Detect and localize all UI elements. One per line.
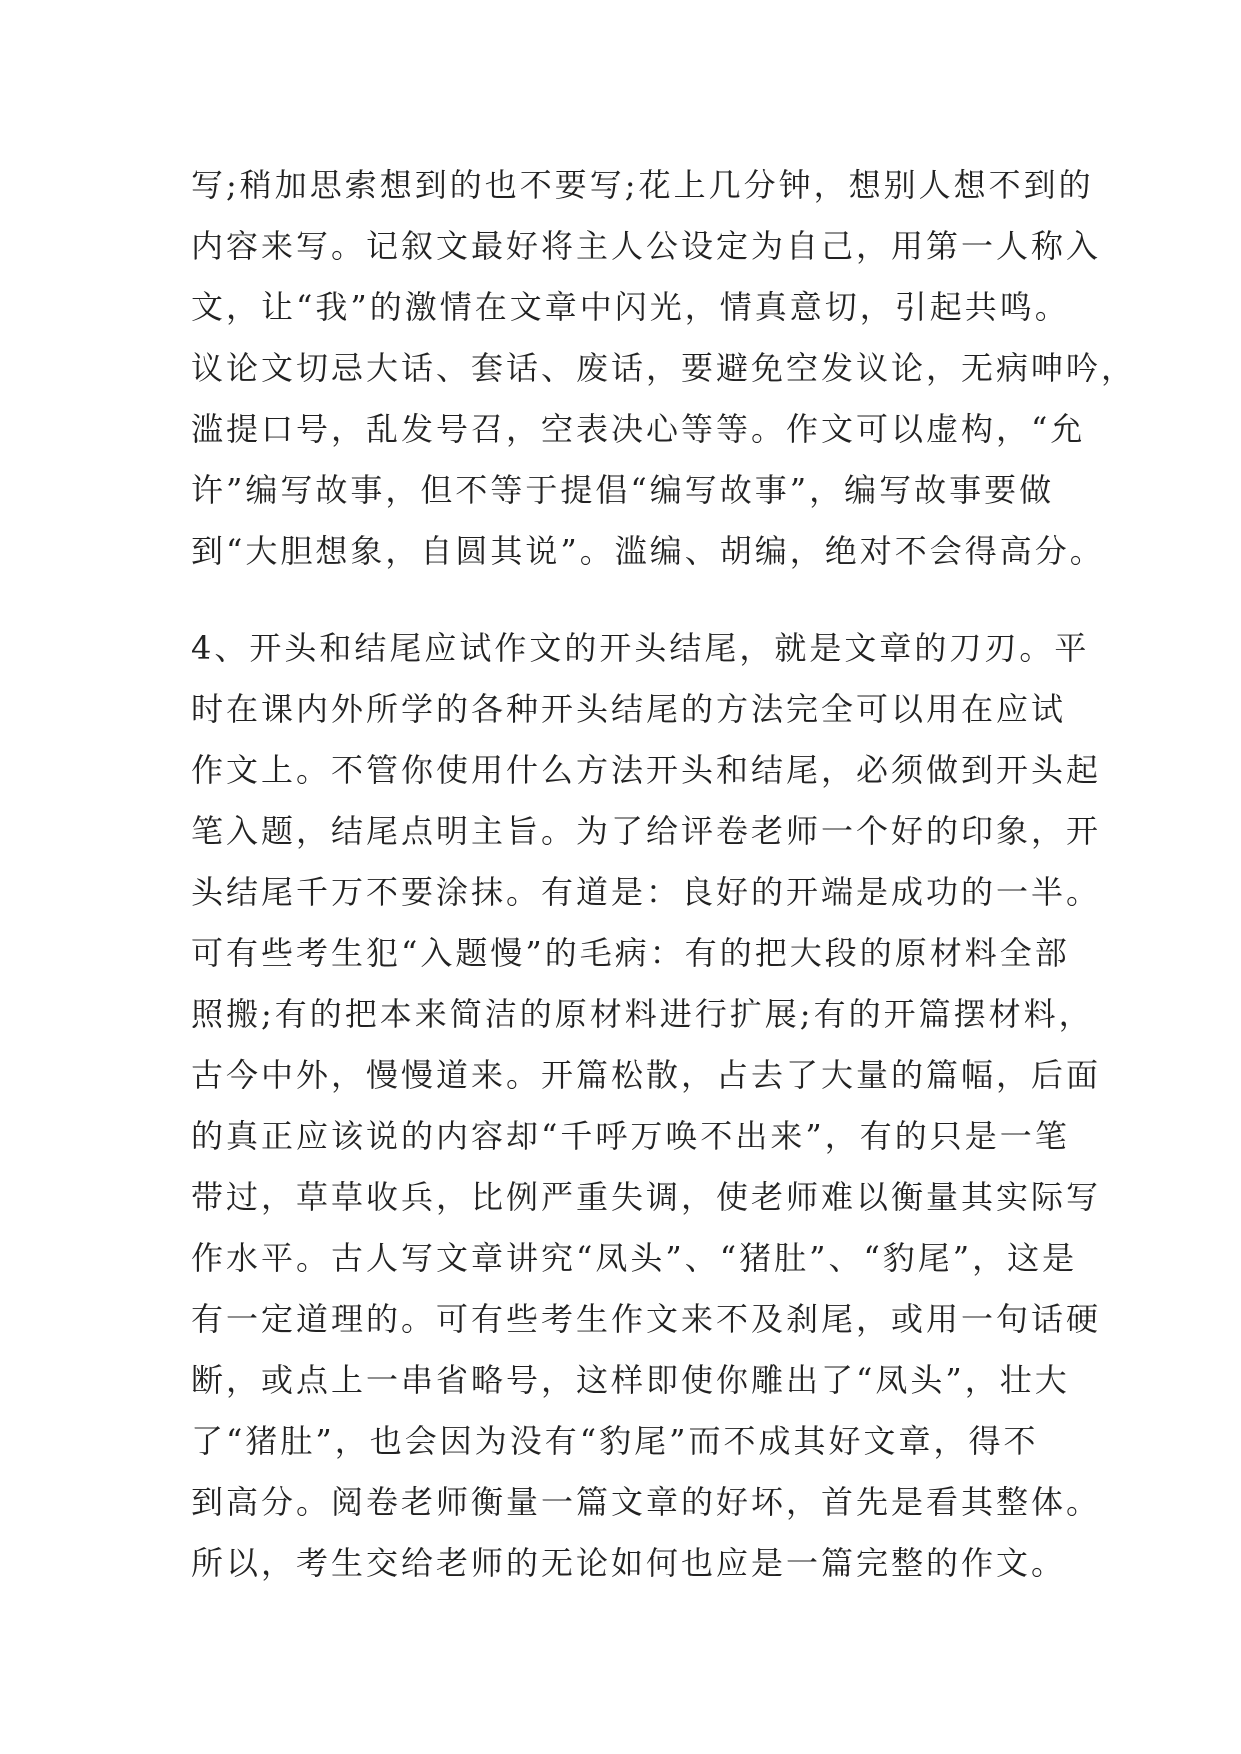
- text-line: 4、开头和结尾应试作文的开头结尾，就是文章的刀刃。平: [191, 629, 1090, 667]
- text-line: 断，或点上一串省略号，这样即使你雕出了“凤头”，壮大: [191, 1361, 1070, 1399]
- paragraph-writing-advice: [191, 155, 1137, 582]
- text-line: 议论文切忌大话、套话、废话，要避免空发议论，无病呻吟，: [191, 349, 1137, 387]
- text-line: 古今中外，慢慢道来。开篇松散，占去了大量的篇幅，后面: [191, 1056, 1102, 1094]
- text-line: 内容来写。记叙文最好将主人公设定为自己，用第一人称入: [191, 227, 1102, 265]
- text-line: 所以，考生交给老师的无论如何也应是一篇完整的作文。: [191, 1544, 1067, 1582]
- text-line: 的真正应该说的内容却“千呼万唤不出来”，有的只是一笔: [191, 1117, 1070, 1155]
- text-line: 有一定道理的。可有些考生作文来不及刹尾，或用一句话硬: [191, 1300, 1102, 1338]
- text-line: 可有些考生犯“入题慢”的毛病：有的把大段的原材料全部: [191, 934, 1070, 972]
- text-line: 许”编写故事，但不等于提倡“编写故事”，编写故事要做: [191, 471, 1055, 509]
- text-line: 照搬;有的把本来简洁的原材料进行扩展;有的开篇摆材料，: [191, 995, 1094, 1033]
- text-line: 到“大胆想象，自圆其说”。滥编、胡编，绝对不会得高分。: [191, 532, 1105, 570]
- text-line: 时在课内外所学的各种开头结尾的方法完全可以用在应试: [191, 690, 1067, 728]
- text-line: 作水平。古人写文章讲究“凤头”、“猪肚”、“豹尾”，这是: [191, 1239, 1078, 1277]
- text-line: 文，让“我”的激情在文章中闪光，情真意切，引起共鸣。: [191, 288, 1070, 326]
- text-line: 写;稍加思索想到的也不要写;花上几分钟，想别人想不到的: [191, 166, 1094, 204]
- paragraph-opening-and-ending: [191, 618, 1102, 1594]
- text-line: 了“猪肚”，也会因为没有“豹尾”而不成其好文章，得不: [191, 1422, 1039, 1460]
- text-line: 作文上。不管你使用什么方法开头和结尾，必须做到开头起: [191, 751, 1102, 789]
- text-line: 笔入题，结尾点明主旨。为了给评卷老师一个好的印象，开: [191, 812, 1102, 850]
- text-line: 到高分。阅卷老师衡量一篇文章的好坏，首先是看其整体。: [191, 1483, 1102, 1521]
- text-line: 带过，草草收兵，比例严重失调，使老师难以衡量其实际写: [191, 1178, 1102, 1216]
- text-line: 滥提口号，乱发号召，空表决心等等。作文可以虚构，“允: [191, 410, 1086, 448]
- text-line: 头结尾千万不要涂抹。有道是：良好的开端是成功的一半。: [191, 873, 1102, 911]
